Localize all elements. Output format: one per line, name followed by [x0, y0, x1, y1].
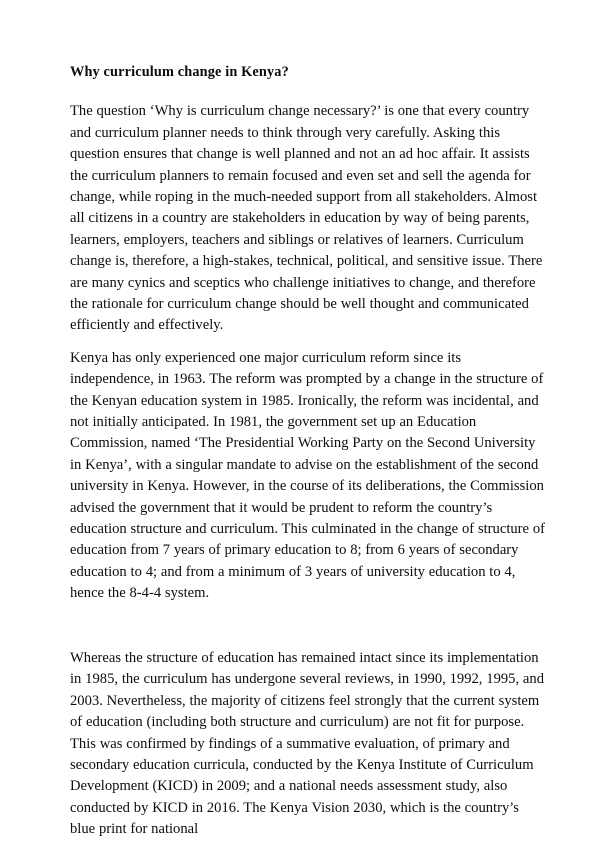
page-title: Why curriculum change in Kenya?: [70, 64, 289, 80]
body-paragraph-2: Kenya has only experienced one major curriculum reform since its independence, in 1963. The reform was prompted by a change in the structure of the Kenyan education system in 1985. Ironically, the reform was incidental, and not initially anticipated. In 1981, the government set up an Education Commission, named ‘The Presidential Working Party on the Second University in Kenya’, with a singular mandate to advise on the establishment of the second university in Kenya. However, in the course of its deliberations, the Commission advised the government that it would be prudent to reform the country’s education structure and curriculum. This culminated in the change of structure of education from 7 years of primary education to 8; from 6 years of secondary education to 4; and from a minimum of 3 years of university education to 4, hence the 8-4-4 system.: [70, 349, 545, 602]
paragraph-spacer: [70, 616, 546, 637]
body-paragraph-1: The question ‘Why is curriculum change necessary?’ is one that every country and curriculum planner needs to think through very carefully. Asking this question ensures that change is well planned and not an ad hoc affair. It assists the curriculum planners to remain focused and even set and sell the agenda for change, while roping in the much-needed support from all stakeholders. Almost all citizens in a country are stakeholders in education by way of being parents, learners, employers, teachers and siblings or relatives of learners. Curriculum change is, therefore, a high-stakes, technical, political, and sensitive issue. There are many cynics and sceptics who challenge initiatives to change, and therefore the rationale for curriculum change should be well thought and communicated efficiently and effectively.: [70, 103, 543, 334]
body-paragraph-3: Whereas the structure of education has remained intact since its implementation in 1985, the curriculum has undergone several reviews, in 1990, 1992, 1995, and 2003. Nevertheless, the majority of citizens feel strongly that the current system of education (including both structure and curriculum) are not fit for purpose. This was confirmed by findings of a summative evaluation, of primary and secondary education curricula, conducted by the Kenya Institute of Curriculum Development (KICD) in 2009; and a national needs assessment study, also conducted by KICD in 2016. The Kenya Vision 2030, which is the country’s blue print for national: [70, 650, 544, 838]
document-body: [70, 62, 546, 841]
